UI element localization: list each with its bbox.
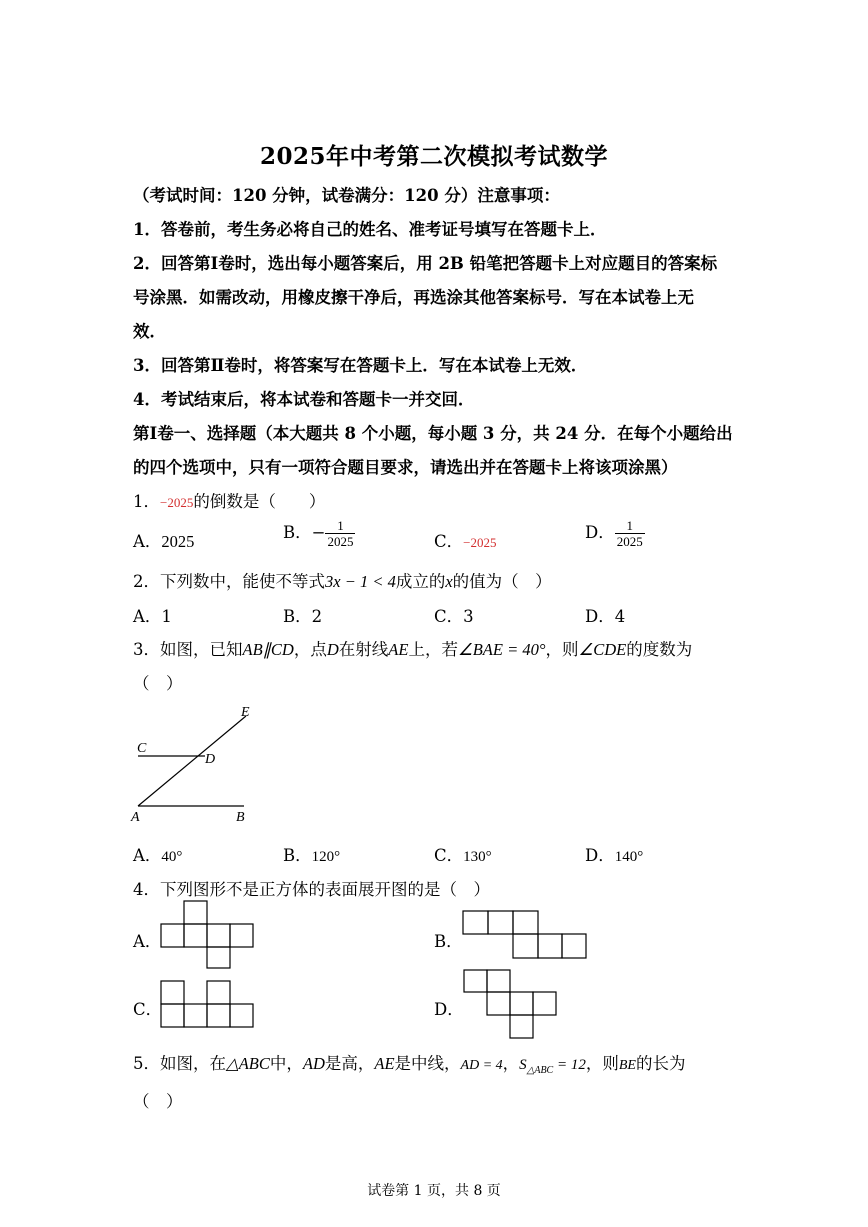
q1-option-a-value: 2025 xyxy=(161,532,195,551)
q3-option-b-value: 120° xyxy=(311,849,341,865)
q2-option-d[interactable]: D．4 xyxy=(585,607,626,626)
label-c: C xyxy=(137,741,147,756)
q3-option-c-value: 130° xyxy=(463,849,492,865)
q3-text-2: ，点 xyxy=(293,640,327,659)
q2-option-c[interactable]: C．3 xyxy=(434,607,474,626)
q1-option-a[interactable] xyxy=(133,528,194,552)
label-e: E xyxy=(241,705,250,720)
page-title: 2025年中考第二次模拟考试数学 xyxy=(259,143,608,170)
ray-ae xyxy=(138,716,246,806)
question-1-stem xyxy=(133,488,325,512)
q2-text-middle: 成立的 xyxy=(395,572,446,591)
q5-text-6: 的长为 xyxy=(635,1054,686,1073)
q1-option-d[interactable] xyxy=(585,518,645,549)
q5-comma: ， xyxy=(502,1054,520,1073)
section-heading-line-1: 第Ⅰ卷一、选择题（本大题共 8 个小题，每小题 3 分，共 24 分．在每个小题给出 xyxy=(133,424,733,443)
q3-text-5: ，则 xyxy=(545,640,579,659)
q4-option-b-label[interactable]: B． xyxy=(434,932,463,951)
q3-ray: AE xyxy=(388,640,409,659)
q1-option-d-numerator: 1 xyxy=(626,518,633,533)
q1-option-b-sign: − xyxy=(311,523,326,542)
q1-option-d-label: D． xyxy=(585,523,615,542)
exam-info: （考试时间：120 分钟，试卷满分：120 分）注意事项： xyxy=(133,186,560,205)
q4-option-c-net[interactable] xyxy=(160,980,256,1030)
notice-item-1: 1．答卷前，考生务必将自己的姓名、准考证号填写在答题卡上． xyxy=(133,220,607,239)
page-footer: 试卷第 1 页，共 8 页 xyxy=(367,1183,501,1199)
notice-item-4: 4．考试结束后，将本试卷和答题卡一并交回． xyxy=(133,390,475,409)
q2-option-b[interactable]: B．2 xyxy=(283,607,323,626)
q5-segment-be: BE xyxy=(618,1058,636,1073)
q4-option-d-label[interactable]: D． xyxy=(434,1000,464,1019)
q5-area-subscript: △ABC xyxy=(526,1065,554,1076)
q1-option-b-denominator: 2025 xyxy=(327,534,354,549)
q3-figure xyxy=(125,700,265,828)
q2-inequality: 3x − 1 < 4 xyxy=(325,572,396,591)
q1-option-b-fraction xyxy=(325,518,355,549)
q1-option-d-denominator: 2025 xyxy=(616,534,643,549)
q3-option-c[interactable] xyxy=(434,842,492,866)
q1-option-c-value: −2025 xyxy=(463,535,497,550)
q5-text-3: 是高， xyxy=(324,1054,375,1073)
q3-text-3: 在射线 xyxy=(338,640,389,659)
q1-option-b-numerator: 1 xyxy=(337,518,344,533)
q5-altitude: AD xyxy=(302,1054,325,1073)
q1-text: 的倒数是（ ） xyxy=(193,492,326,511)
q2-text-suffix: 的值为（ ） xyxy=(452,572,552,591)
q3-option-d[interactable] xyxy=(585,842,643,866)
label-b: B xyxy=(236,810,245,825)
q4-option-c-label[interactable]: C． xyxy=(133,1000,163,1019)
q5-text-4: 是中线， xyxy=(394,1054,461,1073)
q3-option-d-label: D． xyxy=(585,846,615,865)
q1-option-d-fraction xyxy=(615,518,645,549)
q3-option-a[interactable] xyxy=(133,842,182,866)
q3-option-c-label: C． xyxy=(434,846,464,865)
q1-option-c-label: C． xyxy=(434,532,464,551)
q5-answer-bracket: （ ） xyxy=(133,1092,183,1111)
section-heading-line-2: 的四个选项中，只有一项符合题目要求，请选出并在答题卡上将该项涂黑） xyxy=(133,458,678,477)
question-2-stem xyxy=(133,568,552,592)
q1-option-c[interactable] xyxy=(434,528,496,552)
q5-altitude-value: AD = 4 xyxy=(460,1058,503,1073)
q5-median: AE xyxy=(374,1054,395,1073)
q3-text-4: 上，若 xyxy=(408,640,458,659)
q4-option-a-net[interactable] xyxy=(160,900,256,970)
notice-item-2-line-1: 2．回答第Ⅰ卷时，选出每小题答案后，用 2B 铅笔把答题卡上对应题目的答案标 xyxy=(133,254,718,273)
q3-option-a-label: A． xyxy=(133,846,162,865)
q5-text-1: 5．如图，在 xyxy=(133,1054,226,1073)
notice-item-3: 3．回答第Ⅱ卷时，将答案写在答题卡上．写在本试卷上无效． xyxy=(133,356,588,375)
q2-variable: x xyxy=(445,572,453,591)
q5-area-value: = 12 xyxy=(553,1057,586,1073)
q3-text-6: 的度数为 xyxy=(626,640,693,659)
q3-text-1: 3．如图，已知 xyxy=(133,640,243,659)
q3-answer-bracket: （ ） xyxy=(133,674,183,693)
q1-option-b-label: B． xyxy=(283,523,312,542)
question-3-stem xyxy=(133,636,692,660)
question-5-stem xyxy=(133,1050,685,1076)
q3-option-a-value: 40° xyxy=(161,849,183,865)
q5-text-5: ，则 xyxy=(585,1054,619,1073)
q5-triangle: △ABC xyxy=(226,1054,270,1073)
q1-expression: −2025 xyxy=(160,495,194,510)
q5-text-2: 中， xyxy=(269,1054,303,1073)
q3-option-b[interactable] xyxy=(283,842,340,866)
q1-option-a-label: A． xyxy=(133,532,162,551)
label-a: A xyxy=(131,810,140,825)
q4-option-b-net[interactable] xyxy=(462,910,588,962)
notice-item-2-line-2: 号涂黑．如需改动，用橡皮擦干净后，再选涂其他答案标号．写在本试卷上无 xyxy=(133,288,694,307)
q3-parallel: AB∥CD xyxy=(242,640,294,659)
label-d: D xyxy=(205,752,216,767)
q4-option-a-label[interactable]: A． xyxy=(133,932,162,951)
q2-text-prefix: 2．下列数中，能使不等式 xyxy=(133,572,325,591)
q3-option-b-label: B． xyxy=(283,846,312,865)
q4-option-d-net[interactable] xyxy=(463,969,559,1041)
q1-option-b[interactable] xyxy=(283,518,355,549)
q3-angle-given: ∠BAE = 40° xyxy=(457,640,546,659)
q1-number: 1． xyxy=(133,492,160,511)
q2-option-a[interactable]: A．1 xyxy=(133,607,172,626)
q3-point: D xyxy=(326,640,339,659)
notice-item-2-line-3: 效． xyxy=(133,322,166,341)
question-4-stem: 4．下列图形不是正方体的表面展开图的是（ ） xyxy=(133,880,490,899)
q3-option-d-value: 140° xyxy=(614,849,644,865)
q3-angle-asked: ∠CDE xyxy=(578,640,627,659)
q5-area-symbol: S xyxy=(519,1057,527,1073)
